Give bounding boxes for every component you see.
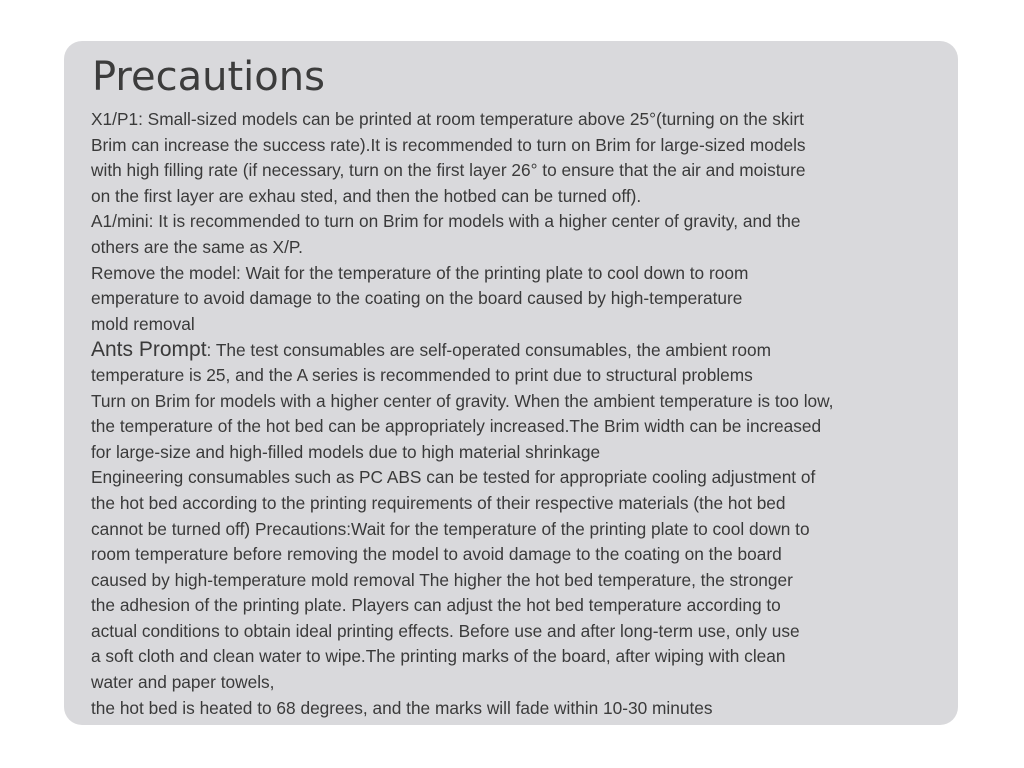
text-line: water and paper towels, bbox=[91, 672, 275, 693]
text-line: caused by high-temperature mold removal The higher the hot bed temperature, the stronger bbox=[91, 569, 793, 590]
ants-prompt-text: : The test consumables are self-operated consumables, the ambient room bbox=[206, 340, 772, 361]
ants-prompt-line bbox=[91, 337, 951, 363]
text-line: the hot bed is heated to 68 degrees, and the marks will fade within 10-30 minutes bbox=[91, 697, 713, 718]
precautions-text bbox=[91, 107, 951, 721]
text-line: the hot bed according to the printing requirements of their respective materials (the hot bed bbox=[91, 492, 786, 513]
text-line: Remove the model: Wait for the temperature of the printing plate to cool down to room bbox=[91, 262, 749, 283]
text-line: for large-size and high-filled models due to high material shrinkage bbox=[91, 441, 601, 462]
page-title: Precautions bbox=[92, 54, 325, 100]
text-line: Turn on Brim for models with a higher center of gravity. When the ambient temperature is too low, bbox=[91, 390, 834, 411]
text-line: the adhesion of the printing plate. Players can adjust the hot bed temperature according to bbox=[91, 595, 781, 616]
text-line: a soft cloth and clean water to wipe.The printing marks of the board, after wiping with clean bbox=[91, 646, 786, 667]
text-line: with high filling rate (if necessary, turn on the first layer 26° to ensure that the air and moisture bbox=[91, 160, 806, 181]
text-line: A1/mini: It is recommended to turn on Brim for models with a higher center of gravity, and the bbox=[91, 211, 801, 232]
text-line: cannot be turned off) Precautions:Wait for the temperature of the printing plate to cool down to bbox=[91, 518, 810, 539]
text-line: emperature to avoid damage to the coating on the board caused by high-temperature bbox=[91, 288, 743, 309]
text-line: room temperature before removing the model to avoid damage to the coating on the board bbox=[91, 544, 782, 565]
text-line: actual conditions to obtain ideal printing effects. Before use and after long-term use, only use bbox=[91, 620, 800, 641]
text-line: on the first layer are exhau sted, and then the hotbed can be turned off). bbox=[91, 185, 642, 206]
text-line: the temperature of the hot bed can be appropriately increased.The Brim width can be increased bbox=[91, 416, 822, 437]
precautions-card bbox=[64, 41, 958, 725]
text-line: Brim can increase the success rate).It is recommended to turn on Brim for large-sized models bbox=[91, 134, 806, 155]
text-line: temperature is 25, and the A series is recommended to print due to structural problems bbox=[91, 364, 753, 385]
text-line: Engineering consumables such as PC ABS can be tested for appropriate cooling adjustment of bbox=[91, 467, 816, 488]
text-line: X1/P1: Small-sized models can be printed at room temperature above 25°(turning on the skirt bbox=[91, 109, 804, 129]
text-line: others are the same as X/P. bbox=[91, 236, 303, 257]
text-line: mold removal bbox=[91, 313, 195, 334]
ants-prompt-heading: Ants Prompt bbox=[91, 338, 207, 362]
